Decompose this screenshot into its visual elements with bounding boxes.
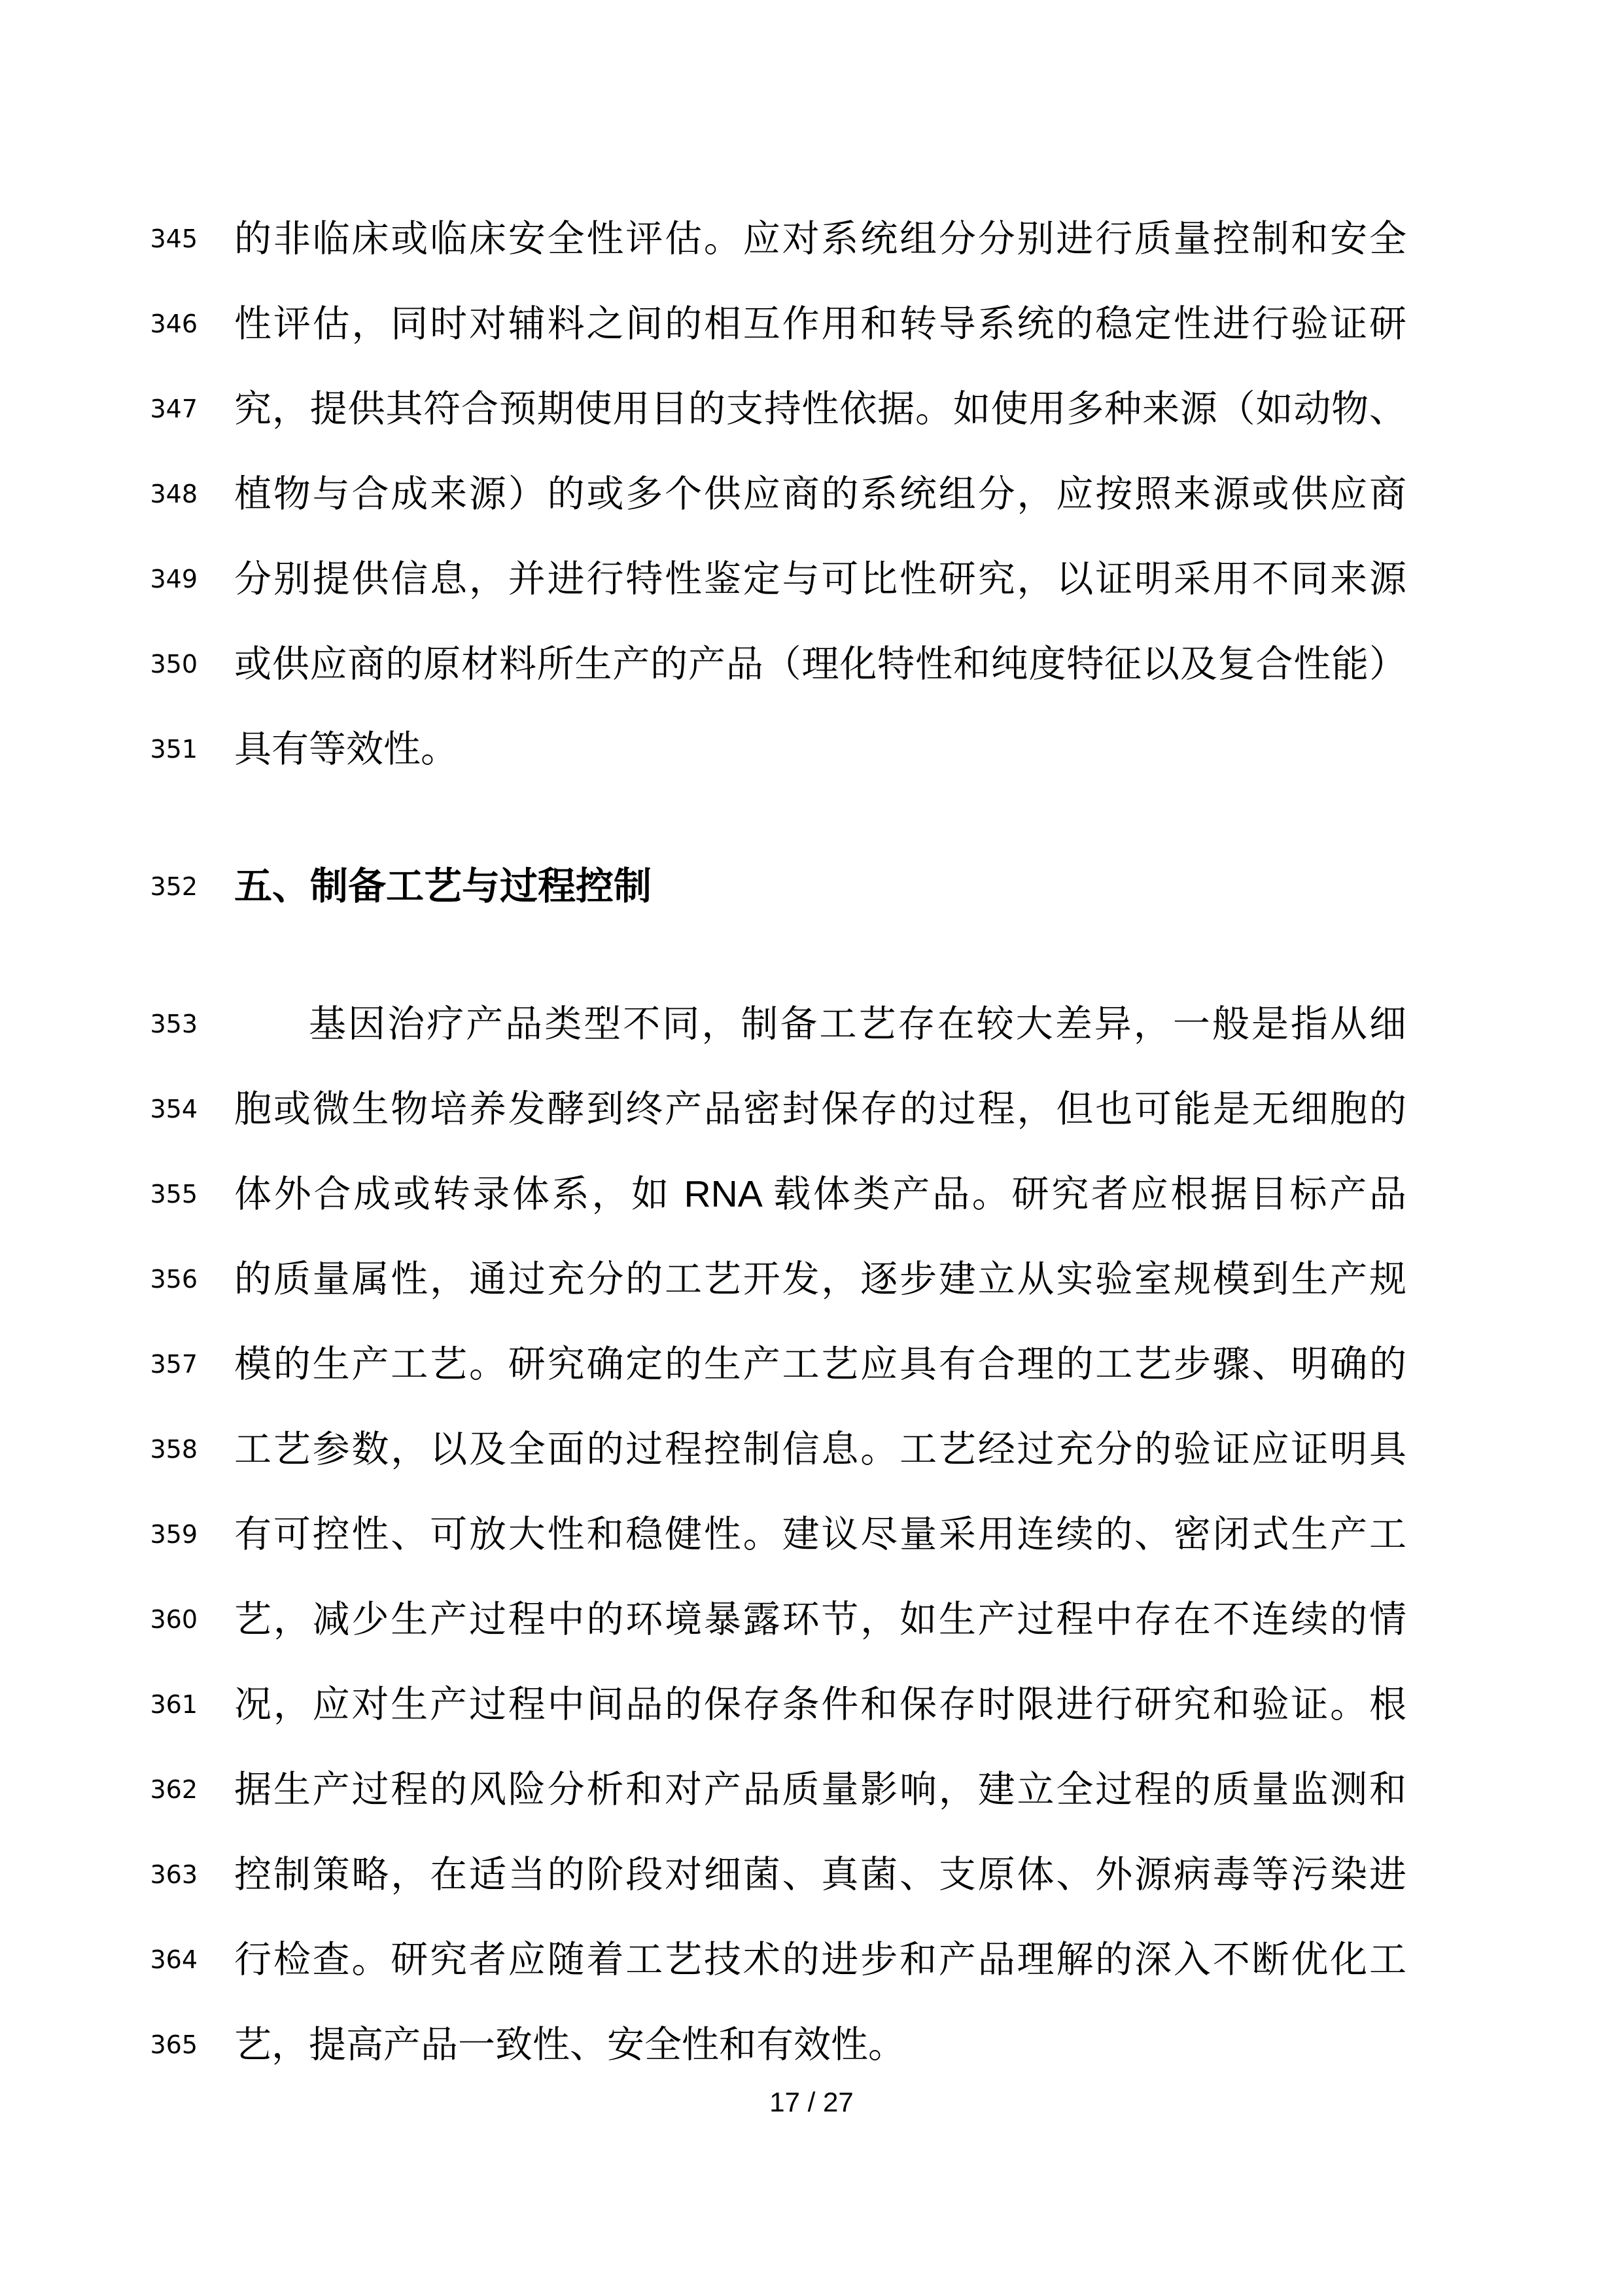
line-number: 361 xyxy=(150,1690,198,1719)
line-text: 或供应商的原材料所生产的产品（理化特性和纯度特征以及复合性能） xyxy=(234,643,1406,685)
line-number: 360 xyxy=(150,1605,198,1634)
document-line xyxy=(0,281,1623,366)
line-text: 工艺参数，以及全面的过程控制信息。工艺经过充分的验证应证明具 xyxy=(234,1428,1406,1470)
document-line xyxy=(0,1492,1623,1577)
document-line xyxy=(0,451,1623,537)
line-text: 的质量属性，通过充分的工艺开发，逐步建立从实验室规模到生产规 xyxy=(234,1258,1406,1300)
line-text: 据生产过程的风险分析和对产品质量影响，建立全过程的质量监测和 xyxy=(234,1769,1406,1810)
line-number: 358 xyxy=(150,1435,198,1464)
line-text: 模的生产工艺。研究确定的生产工艺应具有合理的工艺步骤、明确的 xyxy=(234,1343,1406,1385)
line-text: 体外合成或转录体系，如 RNA 载体类产品。研究者应根据目标产品 xyxy=(234,1173,1406,1215)
section-heading-text: 五、制备工艺与过程控制 xyxy=(234,865,652,908)
line-number: 363 xyxy=(150,1860,198,1889)
line-number: 348 xyxy=(150,480,198,508)
document-body xyxy=(0,196,1623,2087)
line-text: 具有等效性。 xyxy=(234,728,458,770)
line-number: 346 xyxy=(150,309,198,338)
page-number: 17 / 27 xyxy=(769,2087,854,2117)
document-line xyxy=(0,1662,1623,1747)
document-line xyxy=(0,2002,1623,2087)
line-number: 359 xyxy=(150,1520,198,1549)
line-text: 有可控性、可放大性和稳健性。建议尽量采用连续的、密闭式生产工 xyxy=(234,1513,1406,1555)
line-number: 354 xyxy=(150,1095,198,1123)
line-text: 控制策略，在适当的阶段对细菌、真菌、支原体、外源病毒等污染进 xyxy=(234,1854,1406,1896)
document-line xyxy=(0,622,1623,707)
document-line xyxy=(0,1917,1623,2002)
line-number: 351 xyxy=(150,735,198,764)
line-text: 况，应对生产过程中间品的保存条件和保存时限进行研究和验证。根 xyxy=(234,1684,1406,1725)
line-text: 基因治疗产品类型不同，制备工艺存在较大差异，一般是指从细 xyxy=(309,1003,1406,1045)
line-text: 胞或微生物培养发酵到终产品密封保存的过程，但也可能是无细胞的 xyxy=(234,1088,1406,1130)
document-line xyxy=(0,1067,1623,1152)
line-number: 347 xyxy=(150,395,198,423)
document-line xyxy=(0,1747,1623,1832)
document-line xyxy=(0,1407,1623,1492)
line-text: 分别提供信息，并进行特性鉴定与可比性研究，以证明采用不同来源 xyxy=(234,558,1406,600)
line-number: 345 xyxy=(150,224,198,253)
document-line xyxy=(0,1832,1623,1917)
line-text: 行检查。研究者应随着工艺技术的进步和产品理解的深入不断优化工 xyxy=(234,1939,1406,1981)
document-line xyxy=(0,1322,1623,1407)
line-text: 植物与合成来源）的或多个供应商的系统组分，应按照来源或供应商 xyxy=(234,473,1406,515)
document-line xyxy=(0,1152,1623,1237)
line-number: 352 xyxy=(150,872,198,901)
line-number: 355 xyxy=(150,1180,198,1209)
line-text: 艺，提高产品一致性、安全性和有效性。 xyxy=(234,2024,905,2066)
document-line xyxy=(0,366,1623,451)
line-text: 性评估，同时对辅料之间的相互作用和转导系统的稳定性进行验证研 xyxy=(234,303,1406,345)
line-number: 356 xyxy=(150,1265,198,1294)
line-number: 353 xyxy=(150,1010,198,1038)
line-number: 365 xyxy=(150,2030,198,2059)
line-number: 350 xyxy=(150,650,198,679)
line-text: 艺，减少生产过程中的环境暴露环节，如生产过程中存在不连续的情 xyxy=(234,1598,1406,1640)
line-number: 364 xyxy=(150,1945,198,1974)
document-line xyxy=(0,1237,1623,1322)
line-text: 的非临床或临床安全性评估。应对系统组分分别进行质量控制和安全 xyxy=(234,218,1406,260)
line-number: 362 xyxy=(150,1775,198,1804)
line-number: 357 xyxy=(150,1350,198,1379)
line-text: 究，提供其符合预期使用目的支持性依据。如使用多种来源（如动物、 xyxy=(234,388,1406,430)
document-line xyxy=(0,537,1623,622)
document-line xyxy=(0,196,1623,281)
document-line xyxy=(0,707,1623,792)
line-number: 349 xyxy=(150,565,198,593)
section-heading-line xyxy=(0,792,1623,981)
document-line xyxy=(0,1577,1623,1662)
document-line xyxy=(0,981,1623,1067)
